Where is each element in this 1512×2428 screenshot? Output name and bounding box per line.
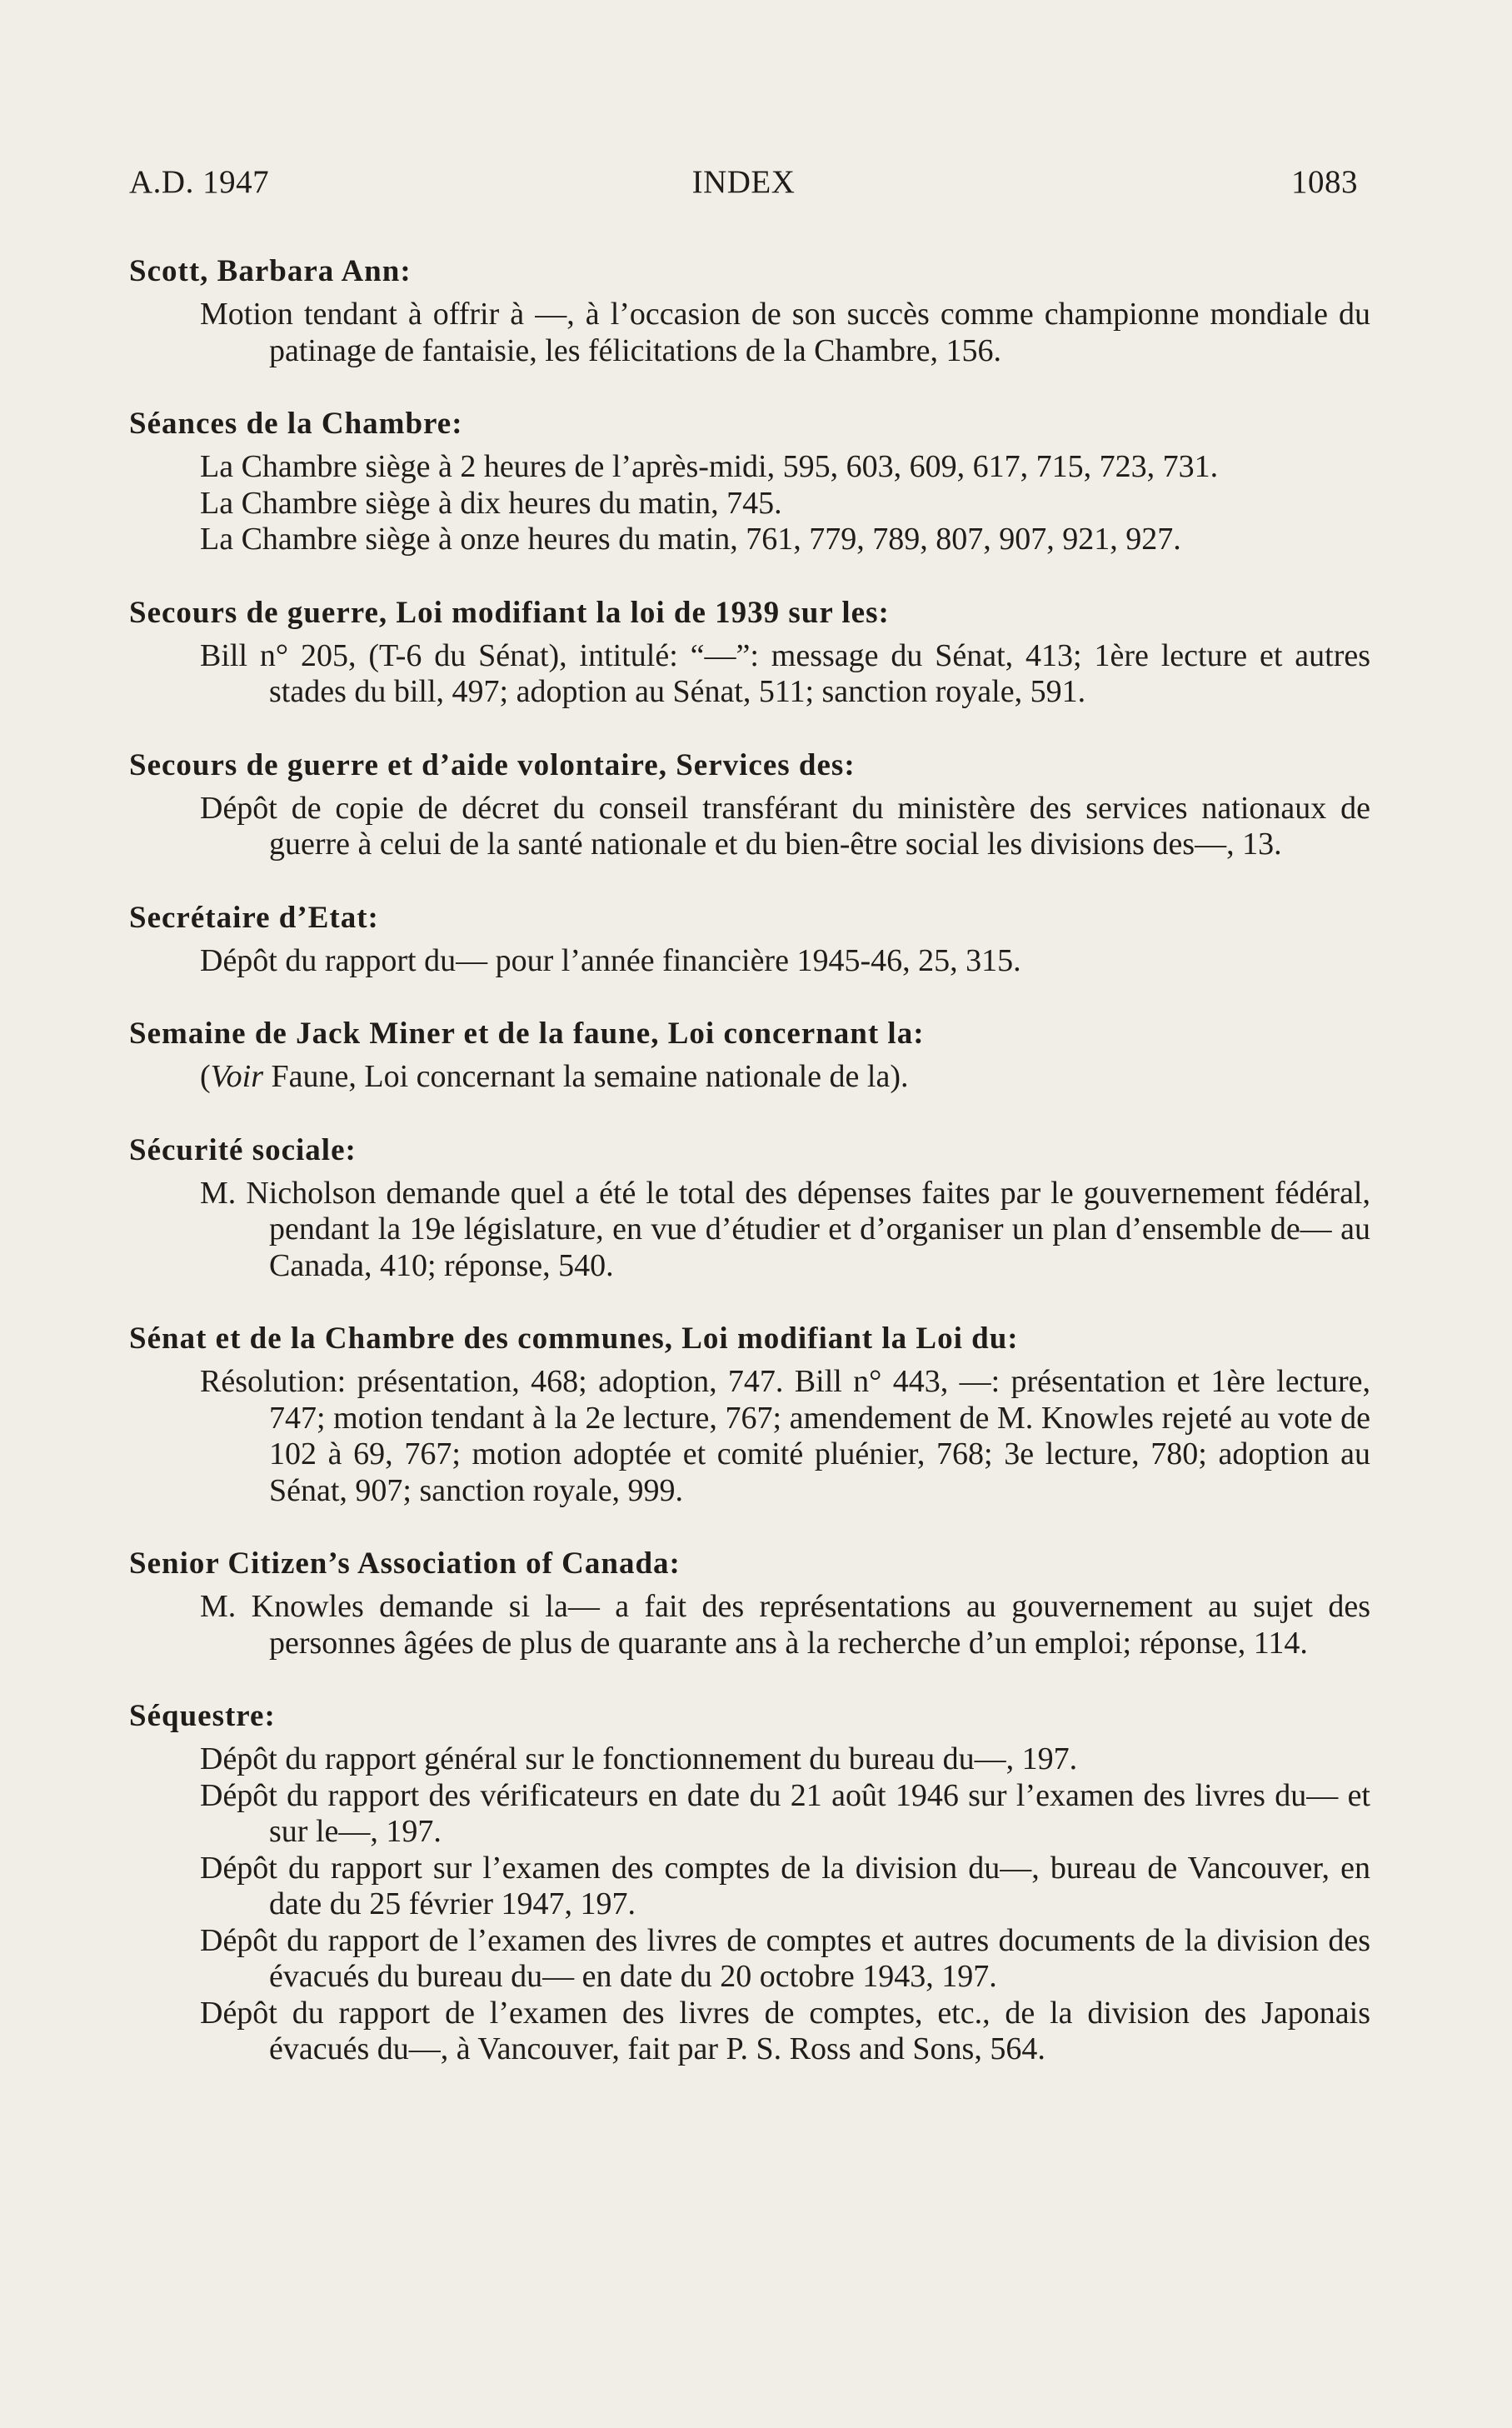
index-entry: [129, 1319, 1370, 1509]
index-entry: [129, 593, 1370, 711]
entry-heading: Secrétaire d’Etat:: [129, 900, 379, 935]
subentry: Dépôt du rapport de l’examen des livres de comptes, etc., de la division des Japonais évacués du—, à Vancouver, fait par P. S. Ross and Sons, 564.: [200, 1995, 1370, 2066]
see-also-reference: [129, 1059, 1370, 1096]
see-also-open: (: [200, 1059, 211, 1094]
subentry: La Chambre siège à onze heures du matin, 761, 779, 789, 807, 907, 921, 927.: [200, 522, 1181, 557]
subentry: Motion tendant à offrir à —, à l’occasion de son succès comme championne mondiale du patinage de fantaisie, les félicitations de la Chambre, 156.: [200, 297, 1370, 368]
subentry: Dépôt du rapport des vérificateurs en date du 21 août 1946 sur l’examen des livres du— et sur le—, 197.: [200, 1777, 1370, 1849]
index-entries: [129, 252, 1370, 2103]
entry-heading: Scott, Barbara Ann:: [129, 254, 412, 288]
subentry: Dépôt du rapport du— pour l’année financière 1945-46, 25, 315.: [200, 942, 1021, 978]
entry-heading: Sécurité sociale:: [129, 1132, 357, 1167]
index-entry: [129, 404, 1370, 558]
entry-heading: Senior Citizen’s Association of Canada:: [129, 1546, 681, 1581]
subentry: Dépôt du rapport sur l’examen des comptes de la division du—, bureau de Vancouver, en date du 25 février 1947, 197.: [200, 1850, 1370, 1921]
index-entry: [129, 898, 1370, 980]
entry-heading: Séances de la Chambre:: [129, 407, 463, 441]
entry-heading: Secours de guerre, Loi modifiant la loi de 1939 sur les:: [129, 595, 890, 630]
index-entry: [129, 746, 1370, 863]
subentry: M. Nicholson demande quel a été le total des dépenses faites par le gouvernement fédéral, pendant la 19e législature, en vue d’étudier et d’organiser un plan d’ensemble de— au Canada, 410; réponse, 540.: [200, 1175, 1370, 1283]
subentry: Bill n° 205, (T-6 du Sénat), intitulé: “—”: message du Sénat, 413; 1ère lecture et autres stades du bill, 497; adoption au Sénat, 511; sanction royale, 591.: [200, 637, 1370, 709]
index-entry: [129, 1696, 1370, 2068]
page-number: 1083: [1291, 164, 1358, 200]
subentry: Dépôt de copie de décret du conseil transférant du ministère des services nationaux de guerre à celui de la santé nationale et du bien-être social les divisions des—, 13.: [200, 790, 1370, 862]
subentry: Dépôt du rapport général sur le fonctionnement du bureau du—, 197.: [200, 1741, 1078, 1776]
subentry: Résolution: présentation, 468; adoption, 747. Bill n° 443, —: présentation et 1ère lecture, 747; motion tendant à la 2e lecture, 767; amendement de M. Knowles rejeté au vote de 102 à 69, 767; motion adoptée et comité pluénier, 768; 3e lecture, 780; adoption au Sénat, 907; sanction royale, 999.: [200, 1364, 1370, 1508]
index-entry: [129, 252, 1370, 369]
header-title: INDEX: [691, 164, 796, 200]
subentry: La Chambre siège à 2 heures de l’après-midi, 595, 603, 609, 617, 715, 723, 731.: [200, 449, 1219, 484]
index-entry: [129, 1544, 1370, 1661]
subentry: La Chambre siège à dix heures du matin, 745.: [200, 485, 782, 521]
index-entry: [129, 1014, 1370, 1096]
subentry: M. Knowles demande si la— a fait des représentations au gouvernement au sujet des personnes âgées de plus de quarante ans à la recherche d’un emploi; réponse, 114.: [200, 1589, 1370, 1661]
see-also-voir: Voir: [210, 1059, 264, 1094]
entry-heading: Secours de guerre et d’aide volontaire, Services des:: [129, 747, 856, 782]
entry-heading: Sénat et de la Chambre des communes, Loi modifiant la Loi du:: [129, 1321, 1019, 1356]
running-head: [129, 163, 1358, 205]
see-also-text: Faune, Loi concernant la semaine nationale de la).: [263, 1059, 909, 1094]
entry-heading: Semaine de Jack Miner et de la faune, Loi concernant la:: [129, 1017, 925, 1051]
subentry: Dépôt du rapport de l’examen des livres de comptes et autres documents de la division des évacués du bureau du— en date du 20 octobre 1943, 197.: [200, 1922, 1370, 1994]
entry-heading: Séquestre:: [129, 1699, 276, 1733]
index-entry: [129, 1131, 1370, 1285]
header-year: A.D. 1947: [129, 164, 270, 200]
